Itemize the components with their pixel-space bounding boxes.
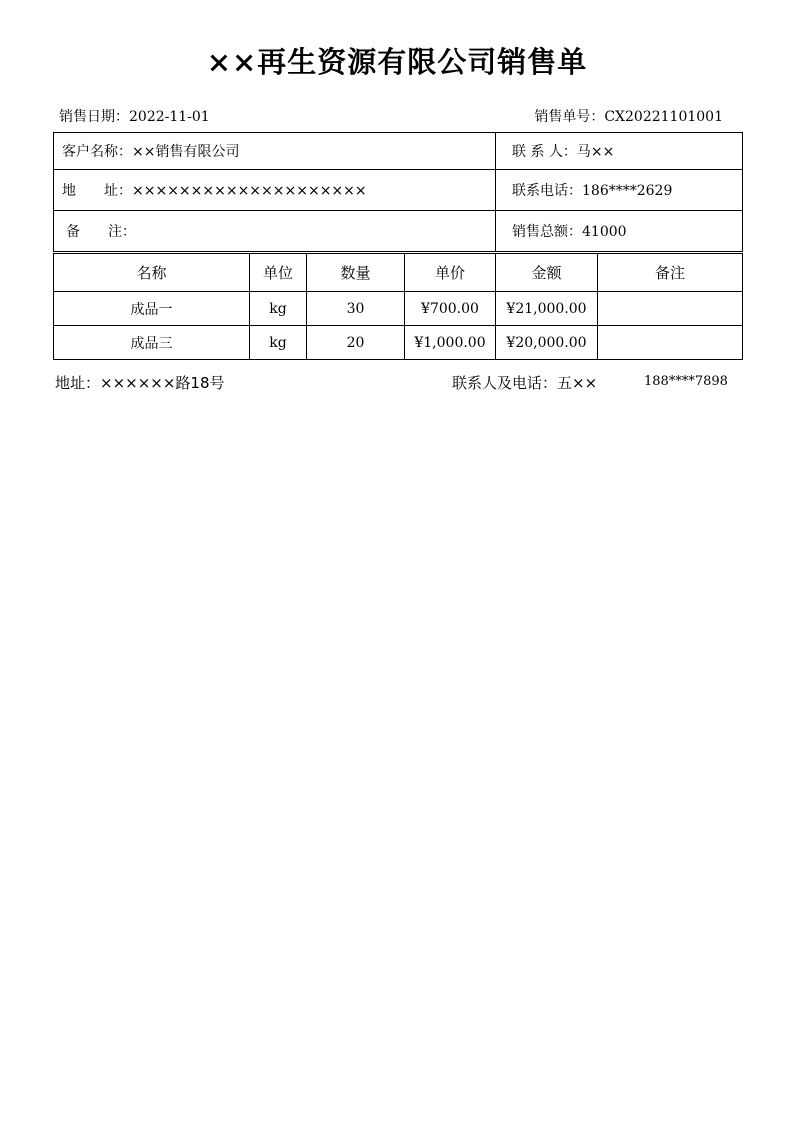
phone-cell xyxy=(496,170,743,211)
row-qty: 30 xyxy=(307,292,405,326)
remark-cell xyxy=(54,211,496,252)
sale-date xyxy=(59,106,210,126)
footer-contact-value: 五×× xyxy=(557,374,598,392)
row-amount: ¥21,000.00 xyxy=(496,292,598,326)
table-row xyxy=(54,292,743,326)
phone-label: 联系电话： xyxy=(512,183,582,199)
address-cell xyxy=(54,170,496,211)
footer-address-label: 地址： xyxy=(55,374,101,392)
row-remark xyxy=(598,292,743,326)
row-name: 成品一 xyxy=(54,292,250,326)
sale-date-label: 销售日期： xyxy=(59,109,129,125)
address-value: ×××××××××××××××××××× xyxy=(132,183,367,199)
header-amount: 金额 xyxy=(496,254,598,292)
row-qty: 20 xyxy=(307,326,405,360)
row-unit: kg xyxy=(250,292,307,326)
row-name: 成品三 xyxy=(54,326,250,360)
table-row xyxy=(54,326,743,360)
contact-cell xyxy=(496,133,743,170)
sale-number-value: CX20221101001 xyxy=(604,109,723,125)
header-unit: 单位 xyxy=(250,254,307,292)
total-value: 41000 xyxy=(582,224,627,240)
sale-number xyxy=(534,106,723,126)
footer-contact-label: 联系人及电话： xyxy=(452,374,558,392)
row-amount: ¥20,000.00 xyxy=(496,326,598,360)
row-price: ¥1,000.00 xyxy=(405,326,496,360)
customer-label: 客户名称： xyxy=(62,144,132,160)
items-header-row xyxy=(54,254,743,292)
sale-number-label: 销售单号： xyxy=(534,109,605,125)
customer-value: ××销售有限公司 xyxy=(132,144,240,160)
total-label: 销售总额： xyxy=(512,224,582,240)
header-name: 名称 xyxy=(54,254,250,292)
sale-date-value: 2022-11-01 xyxy=(129,109,210,125)
contact-label: 联 系 人： xyxy=(512,144,577,160)
footer-address-value: ××××××路18号 xyxy=(100,374,225,392)
row-remark xyxy=(598,326,743,360)
row-unit: kg xyxy=(250,326,307,360)
footer-address xyxy=(55,372,225,393)
total-cell xyxy=(496,211,743,252)
header-qty: 数量 xyxy=(307,254,405,292)
row-price: ¥700.00 xyxy=(405,292,496,326)
customer-info-table xyxy=(53,132,743,252)
footer-contact xyxy=(452,372,597,393)
header-remark: 备注 xyxy=(598,254,743,292)
phone-value: 186****2629 xyxy=(582,183,673,199)
document-title: ××再生资源有限公司销售单 xyxy=(206,45,588,79)
header-price: 单价 xyxy=(405,254,496,292)
contact-value: 马×× xyxy=(576,144,615,160)
address-label: 地 址： xyxy=(62,183,132,199)
items-table xyxy=(53,253,743,360)
footer-phone: 188****7898 xyxy=(644,374,728,389)
customer-cell xyxy=(54,133,496,170)
remark-label: 备 注： xyxy=(66,224,136,240)
